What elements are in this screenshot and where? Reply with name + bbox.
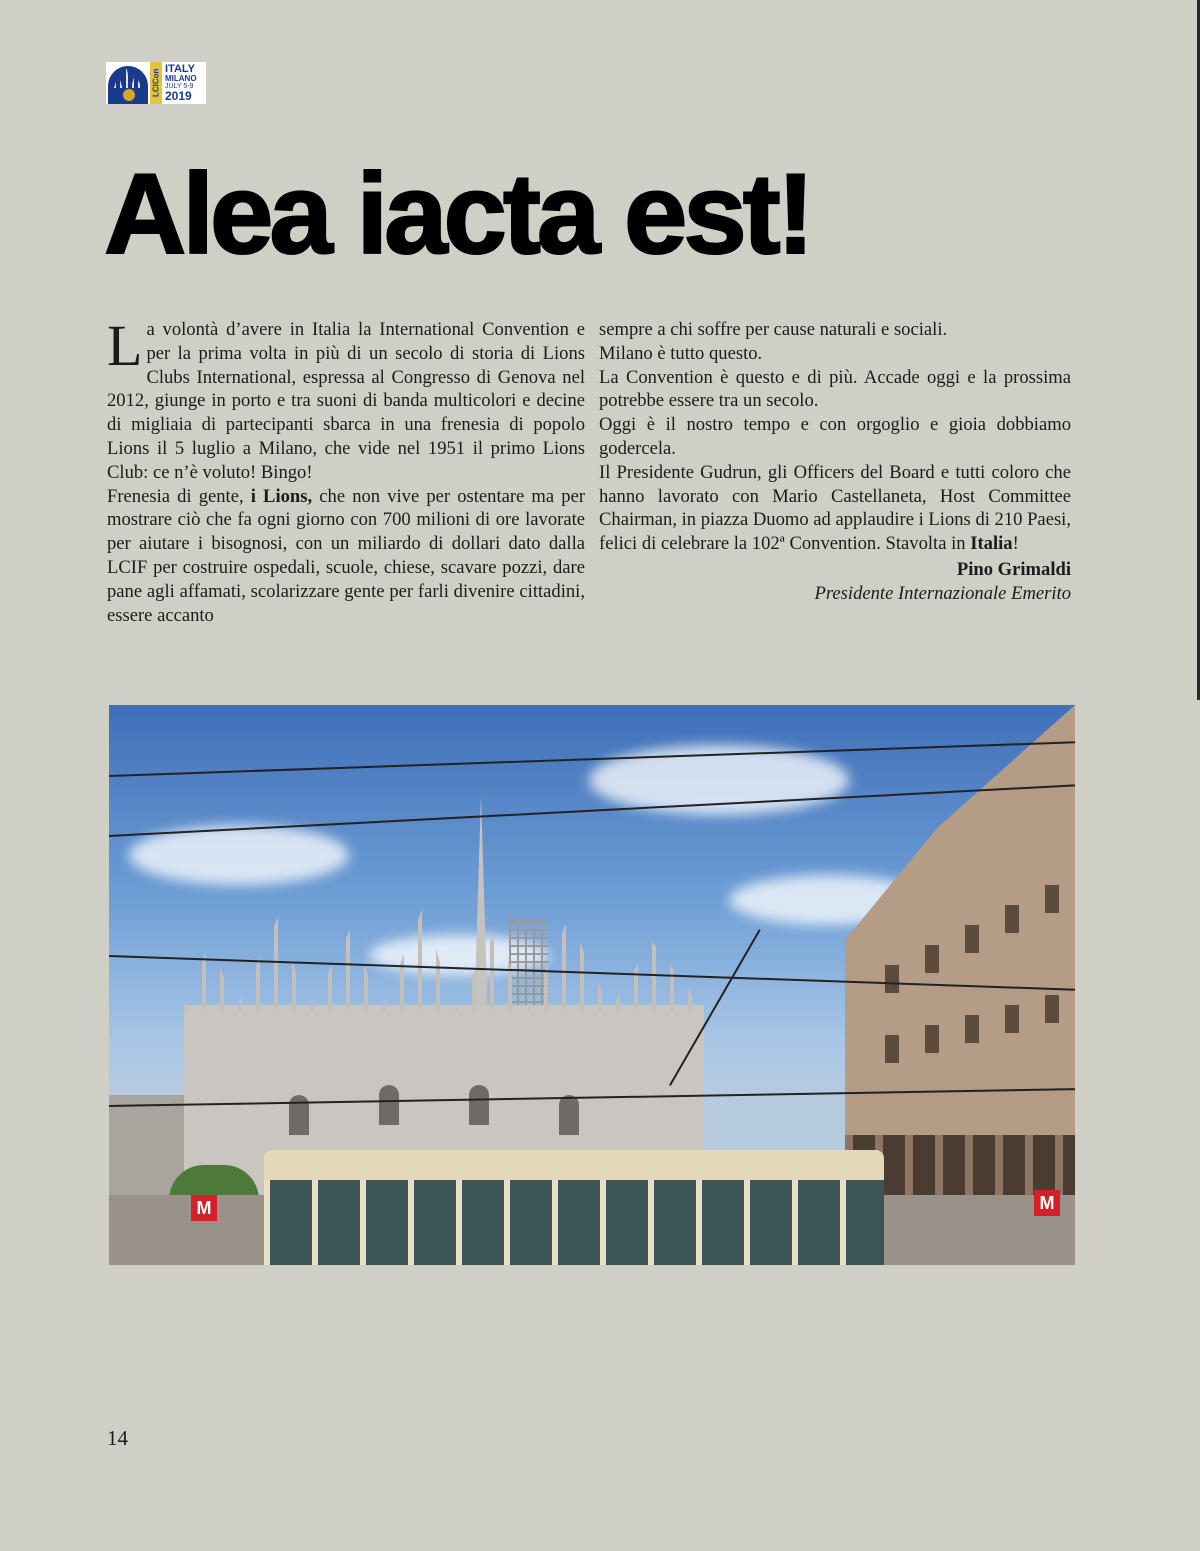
logo-vertical-label: LCICon <box>150 62 162 104</box>
paragraph-7 <box>599 461 1071 556</box>
article-column-right <box>599 318 1071 606</box>
logo-line-italy: ITALY <box>165 63 195 75</box>
paragraph-2-bold: i Lions, <box>250 485 313 507</box>
paragraph-2 <box>107 485 585 628</box>
paragraph-4: Milano è tutto questo. <box>599 342 763 364</box>
drop-cap: L <box>107 313 143 378</box>
signature <box>599 558 1071 606</box>
yellow-tram <box>254 1150 889 1265</box>
photo-tram-duomo <box>109 705 1075 1265</box>
lions-seal-icon <box>123 89 135 101</box>
metro-sign-left <box>191 1195 217 1221</box>
author-role: Presidente Internazionale Emerito <box>814 582 1071 604</box>
paragraph-2-text-a: Frenesia di gente, <box>107 485 251 507</box>
paragraph-5: La Convention è questo e di più. Accade oggi e la prossima potrebbe essere tra un secolo. <box>599 366 1071 412</box>
paragraph-7-text: Il Presidente Gudrun, gli Officers del Board e tutti coloro che hanno lavorato con Mario Castellaneta, Host Committee Chairman, in piazza Duomo ad applaudire i Lions di 210 Paesi, felici di celebrare la 102ª Convention. <box>599 461 1071 555</box>
lcicon-logo <box>106 62 206 104</box>
logo-text <box>162 62 206 104</box>
logo-line-year: 2019 <box>165 89 192 103</box>
article-title: Alea iacta est! <box>104 151 811 278</box>
paragraph-7-end-b: ! <box>1012 533 1019 555</box>
paragraph-6: Oggi è il nostro tempo e con orgoglio e gioia dobbiamo godercela. <box>599 414 1071 459</box>
logo-line-dates: JULY 5-9 <box>165 83 194 90</box>
article-column-left <box>107 313 586 627</box>
paragraph-7-bold: Italia <box>970 533 1013 555</box>
paragraph-7-end-a: Stavolta in <box>885 533 971 555</box>
duomo-logo-icon <box>106 62 150 104</box>
paragraph-3: sempre a chi soffre per cause naturali e sociali. <box>599 319 948 340</box>
page-number: 14 <box>107 1426 128 1450</box>
author-name: Pino Grimaldi <box>956 558 1071 580</box>
paragraph-1-text: a volontà d’avere in Italia la International Convention e per la prima volta in più di un secolo di storia di Lions Clubs International, espressa al Congresso di Genova nel 2012, giunge in porto e tra suoni di banda multicolori e decine di migliaia di partecipanti sbarca in una frenesia di popolo Lions il 5 luglio a Milano, che vide nel 1951 il primo Lions Club: ce n’è voluto! Bingo! <box>107 319 585 483</box>
paragraph-2-text-b: che non vive per ostentare ma per mostrare ciò che fa ogni giorno con 700 milioni di ore lavorate per aiutare i bisognosi, con un miliardo di dollari dato dalla LCIF per costruire ospedali, scuole, chiese, scavare pozzi, dare pane agli affamati, scolarizzare gente per farli divenire cittadini, essere accanto <box>107 485 586 626</box>
logo-line-milano: MILANO <box>165 74 197 83</box>
metro-sign-right <box>1034 1190 1060 1216</box>
paragraph-1 <box>107 313 585 485</box>
